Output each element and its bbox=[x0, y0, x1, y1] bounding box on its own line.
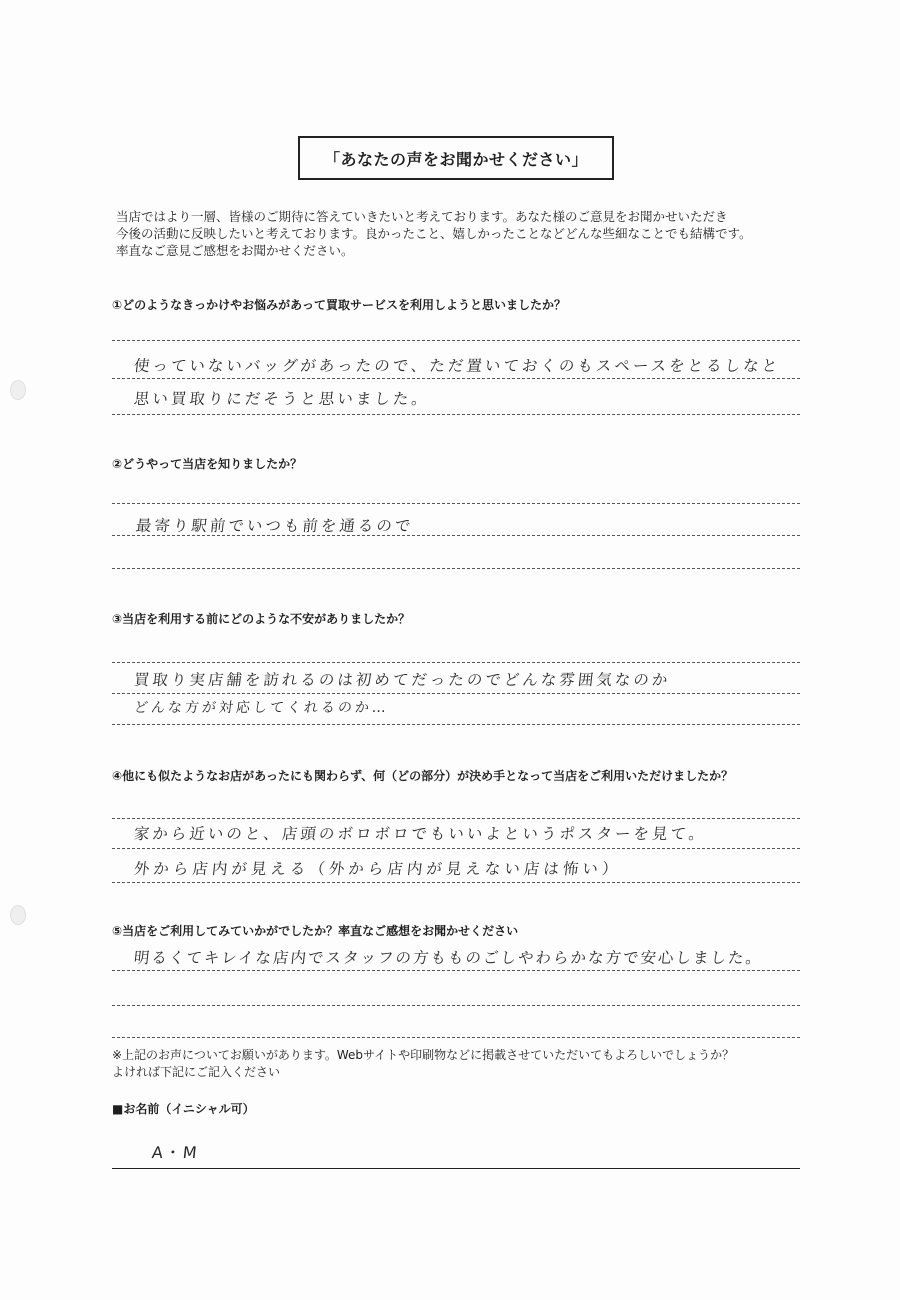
answer-line bbox=[112, 724, 800, 725]
name-value: A・M bbox=[150, 1143, 200, 1162]
intro-line: 当店ではより一層、皆様のご期待に答えていきたいと考えております。あなた様のご意見をお聞かせいただき bbox=[116, 209, 728, 224]
answer-line bbox=[112, 378, 800, 379]
question-3-answer-line-2: どんな方が対応してくれるのか… bbox=[133, 700, 390, 716]
answer-line bbox=[112, 693, 800, 694]
name-label: ■お名前（イニシャル可） bbox=[112, 1102, 255, 1116]
question-1-answer-line-1: 使っていないバッグがあったので、ただ置いておくのもスペースをとるしなと bbox=[132, 357, 782, 375]
intro-line: 今後の活動に反映したいと考えております。良かったこと、嬉しかったことなどどんな些細なことでも結構です。 bbox=[116, 226, 752, 241]
answer-line bbox=[112, 1005, 800, 1006]
question-5-label: ⑤当店をご利用してみていかがでしたか？率直なご感想をお聞かせください bbox=[112, 924, 519, 938]
question-3-label: ③当店を利用する前にどのような不安がありましたか？ bbox=[112, 612, 411, 626]
punch-hole-top bbox=[10, 380, 26, 400]
answer-line bbox=[112, 818, 800, 819]
question-3-answer-line-1: 買取り実店舗を訪れるのは初めてだったのでどんな雰囲気なのか bbox=[132, 671, 672, 689]
question-4-label: ④他にも似たようなお店があったにも関わらず、何（どの部分）が決め手となって当店をご利用いただけましたか？ bbox=[112, 769, 734, 783]
intro-line: 率直なご意見ご感想をお聞かせください。 bbox=[116, 243, 354, 258]
answer-line bbox=[112, 503, 800, 504]
question-2-answer-line-1: 最寄り駅前でいつも前を通るので bbox=[134, 517, 415, 535]
intro-text bbox=[116, 208, 816, 259]
answer-line bbox=[112, 1037, 800, 1038]
consent-note-line-1: ※上記のお声についてお願いがあります。Webサイトや印刷物などに掲載させていただいてもよろしいでしょうか？ bbox=[112, 1048, 735, 1062]
question-4-answer-line-2: 外から店内が見える（外から店内が見えない店は怖い） bbox=[132, 860, 623, 878]
form-title: 「あなたの声をお聞かせください」 bbox=[298, 136, 614, 180]
answer-line bbox=[112, 848, 800, 849]
answer-line bbox=[112, 414, 800, 415]
answer-line bbox=[112, 535, 800, 536]
question-1-label: ①どのようなきっかけやお悩みがあって買取サービスを利用しようと思いましたか？ bbox=[112, 298, 567, 312]
answer-line bbox=[112, 340, 800, 341]
question-2-label: ②どうやって当店を知りましたか？ bbox=[112, 457, 303, 471]
question-5-answer-line-1: 明るくてキレイな店内でスタッフの方もものごしやわらかな方で安心しました。 bbox=[132, 949, 764, 967]
answer-line bbox=[112, 568, 800, 569]
name-line bbox=[112, 1168, 800, 1169]
question-4-answer-line-1: 家から近いのと、店頭のボロボロでもいいよというポスターを見て。 bbox=[132, 825, 709, 843]
question-1-answer-line-2: 思い買取りにだそうと思いました。 bbox=[132, 390, 431, 408]
punch-hole-bottom bbox=[10, 905, 26, 925]
answer-line bbox=[112, 970, 800, 971]
answer-line bbox=[112, 662, 800, 663]
answer-line bbox=[112, 882, 800, 883]
consent-note-line-2: よければ下記にご記入ください bbox=[112, 1065, 281, 1079]
